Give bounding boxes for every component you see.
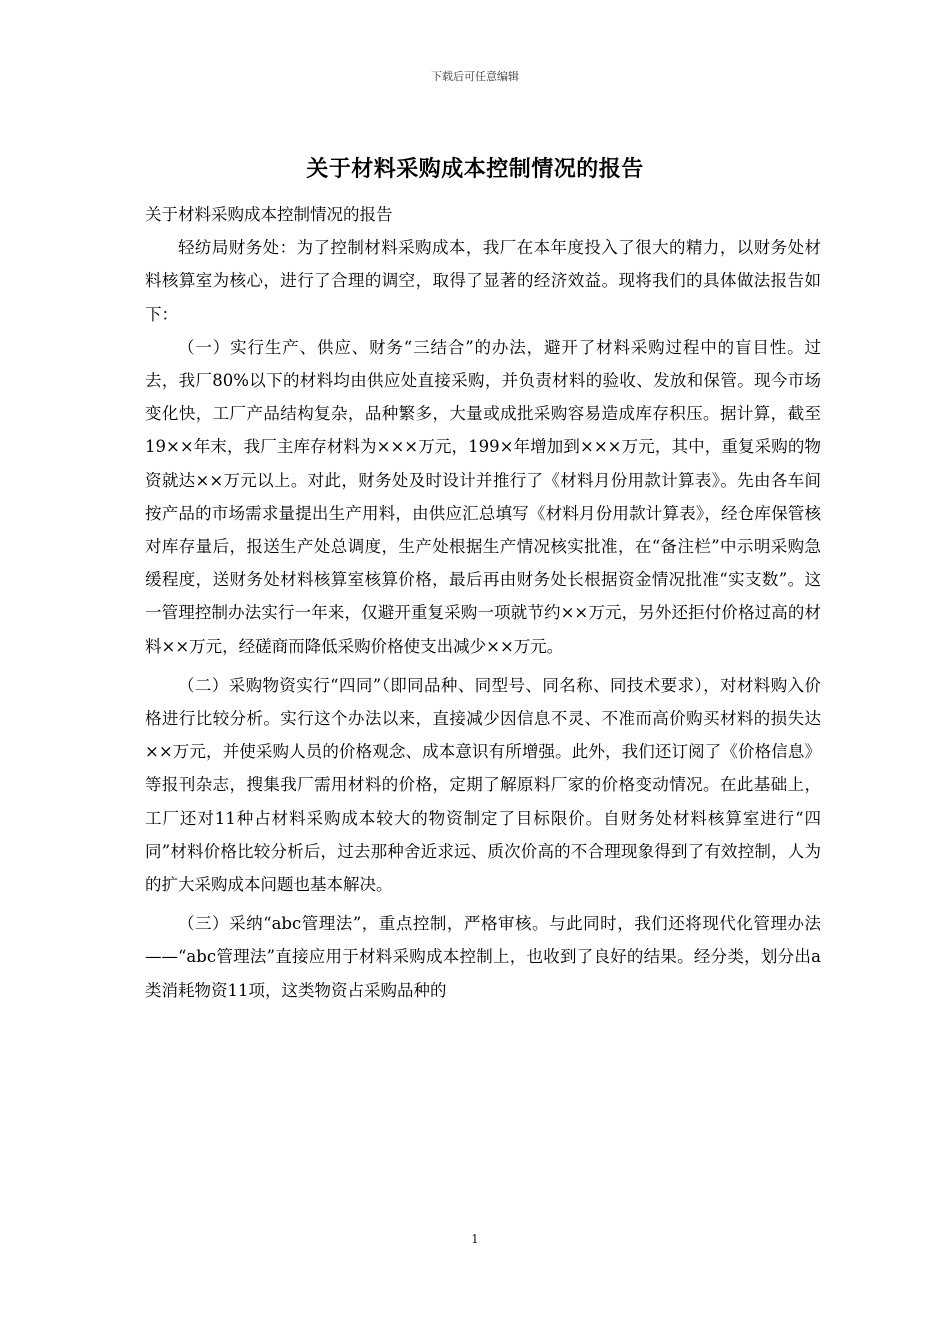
paragraph-section-3: （三）采纳“abc管理法”，重点控制，严格审核。与此同时，我们还将现代化管理办法——“abc管理法”直接应用于材料采购成本控制上，也收到了良好的结果。经分类，划分出a类消耗物资11项，这类物资占采购品种的 xyxy=(145,914,821,1000)
header-note: 下载后可任意编辑 xyxy=(431,70,519,83)
document-subtitle: 关于材料采购成本控制情况的报告 xyxy=(145,205,393,224)
paragraph-section-2: （二）采购物资实行“四同”（即同品种、同型号、同名称、同技术要求），对材料购入价格进行比较分析。实行这个办法以来，直接减少因信息不灵、不准而高价购买材料的损失达××万元，并使采购人员的价格观念、成本意识有所增强。此外，我们还订阅了《价格信息》等报刊杂志，搜集我厂需用材料的价格，定期了解原料厂家的价格变动情况。在此基础上，工厂还对11种占材料采购成本较大的物资制定了目标限价。自财务处材料核算室进行“四同”材料价格比较分析后，过去那种舍近求远、质次价高的不合理现象得到了有效控制，人为的扩大采购成本问题也基本解决。 xyxy=(145,675,821,895)
document-body xyxy=(145,198,821,1007)
paragraph-salutation: 轻纺局财务处：为了控制材料采购成本，我厂在本年度投入了很大的精力，以财务处材料核算室为核心，进行了合理的调空，取得了显著的经济效益。现将我们的具体做法报告如下： xyxy=(145,238,821,324)
paragraph-section-1: （一）实行生产、供应、财务“三结合”的办法，避开了材料采购过程中的盲目性。过去，我厂80%以下的材料均由供应处直接采购，并负责材料的验收、发放和保管。现今市场变化快，工厂产品结构复杂，品种繁多，大量或成批采购容易造成库存积压。据计算，截至19××年末，我厂主库存材料为×××万元，199×年增加到×××万元，其中，重复采购的物资就达××万元以上。对此，财务处及时设计并推行了《材料月份用款计算表》。先由各车间按产品的市场需求量提出生产用料，由供应汇总填写《材料月份用款计算表》，经仓库保管核对库存量后，报送生产处总调度，生产处根据生产情况核实批准，在“备注栏”中示明采购急缓程度，送财务处材料核算室核算价格，最后再由财务处长根据资金情况批准“实支数”。这一管理控制办法实行一年来，仅避开重复采购一项就节约××万元，另外还拒付价格过高的材料××万元，经磋商而降低采购价格使支出减少××万元。 xyxy=(145,337,821,656)
document-title: 关于材料采购成本控制情况的报告 xyxy=(306,157,644,182)
page-number: 1 xyxy=(471,1232,479,1246)
